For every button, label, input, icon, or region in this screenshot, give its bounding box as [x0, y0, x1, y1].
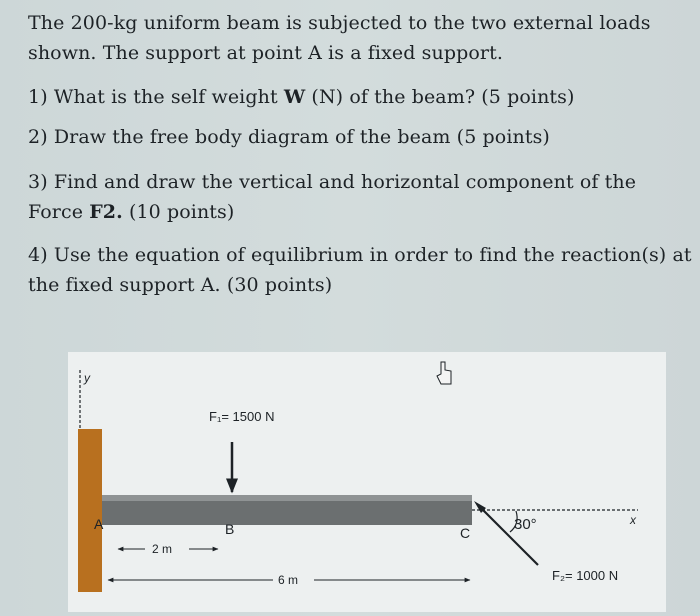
problem-intro-line-1: The 200-kg uniform beam is subjected to the two external loads	[28, 12, 651, 34]
question-4-line-2: the fixed support A. (30 points)	[28, 274, 333, 296]
question-4-line-1: 4) Use the equation of equilibrium in order to find the reaction(s) at	[28, 244, 692, 266]
dimension-6m-label: 6 m	[278, 573, 299, 587]
beam-diagram	[68, 352, 666, 612]
dimension-2m-label: 2 m	[152, 542, 173, 556]
beam-top-edge	[102, 495, 472, 501]
hand-cursor-icon	[437, 362, 451, 384]
y-axis-label: y	[84, 371, 90, 385]
question-2: 2) Draw the free body diagram of the beam (5 points)	[28, 126, 550, 148]
problem-intro-line-2: shown. The support at point A is a fixed support.	[28, 42, 503, 64]
angle-label: 30°	[514, 516, 537, 533]
question-1-suffix: (N) of the beam? (5 points)	[305, 86, 575, 108]
point-b-label: B	[225, 521, 235, 537]
force-f1-label: F₁= 1500 N	[209, 409, 275, 424]
force-f2-label: F₂= 1000 N	[552, 568, 619, 583]
point-c-label: C	[460, 525, 471, 541]
question-3-line-2	[28, 197, 234, 227]
question-1-bold: W	[283, 86, 306, 108]
question-3-suffix: (10 points)	[122, 201, 235, 223]
question-3-prefix: Force	[28, 201, 90, 223]
point-a-label: A	[94, 516, 104, 532]
fixed-support-wall	[78, 429, 102, 592]
beam-diagram-svg	[68, 352, 666, 612]
x-axis-label: x	[630, 513, 636, 527]
question-1-prefix: 1) What is the self weight	[28, 86, 284, 108]
force-f2-line	[478, 505, 538, 565]
question-3-bold: F2.	[89, 201, 123, 223]
question-1	[28, 82, 575, 112]
question-3-line-1: 3) Find and draw the vertical and horizontal component of the	[28, 171, 637, 193]
